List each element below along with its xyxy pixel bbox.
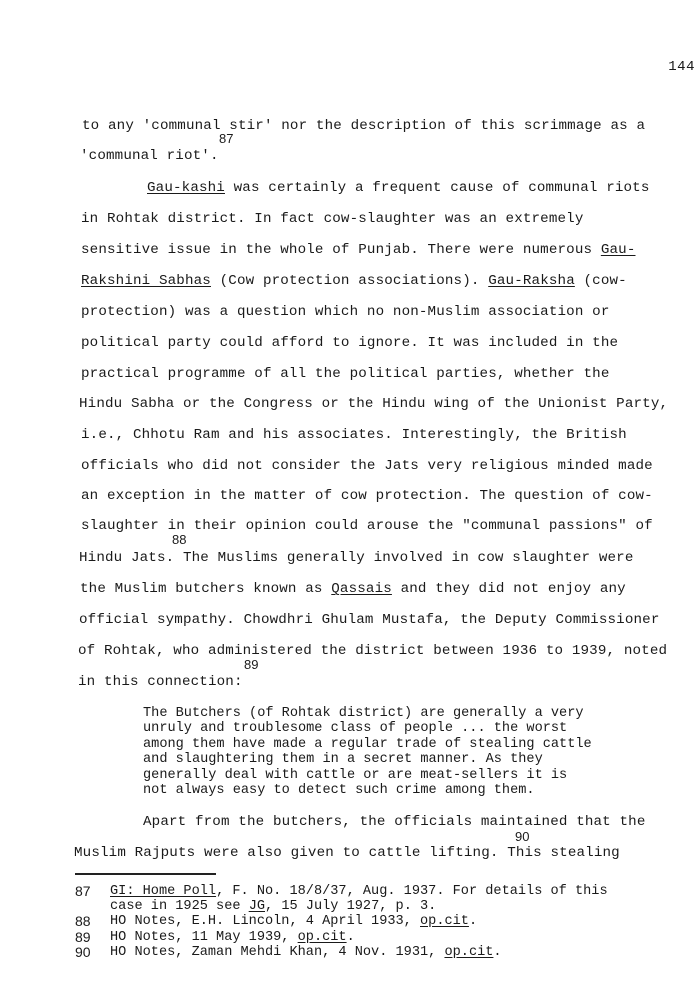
- footnote-87-cont: case in 1925 see JG, 15 July 1927, p. 3.: [110, 899, 437, 914]
- quote-line: The Butchers (of Rohtak district) are generally a very: [143, 706, 584, 721]
- italic-term-qassais: Qassais: [331, 581, 392, 597]
- body-line: Gau-kashi was certainly a frequent cause of communal riots: [147, 180, 650, 196]
- body-line: practical programme of all the political parties, whether the: [81, 366, 610, 382]
- body-line: of Rohtak, who administered the district between 1936 to 1939, noted: [78, 643, 668, 659]
- body-line: political party could afford to ignore. It was included in the: [81, 335, 619, 351]
- footnote-number: 90: [75, 944, 91, 960]
- footnote-90: HO Notes, Zaman Mehdi Khan, 4 Nov. 1931, op.cit.: [110, 945, 502, 960]
- footnote-separator: [75, 873, 216, 875]
- footnote-ref-89[interactable]: 89: [244, 657, 259, 672]
- source-title: JG: [248, 899, 266, 914]
- body-line: slaughter in their opinion could arouse the "communal passions" of: [81, 518, 653, 534]
- footnote-number: 89: [75, 929, 91, 945]
- body-line: Apart from the butchers, the officials maintained that the: [143, 814, 646, 830]
- body-line: officials who did not consider the Jats very religious minded made: [81, 458, 653, 474]
- footnote-89: HO Notes, 11 May 1939, op.cit.: [110, 930, 355, 945]
- body-line: Hindu Sabha or the Congress or the Hindu wing of the Unionist Party,: [79, 396, 669, 412]
- body-line: Hindu Jats. The Muslims generally involved in cow slaughter were: [79, 550, 634, 566]
- italic-term-rakshini-sabhas: Rakshini Sabhas: [81, 273, 211, 289]
- body-line: protection) was a question which no non-Muslim association or: [81, 304, 610, 320]
- footnote-ref-87[interactable]: 87: [219, 131, 234, 146]
- op-cit: op.cit: [420, 914, 469, 929]
- body-line: the Muslim butchers known as Qassais and they did not enjoy any: [80, 581, 626, 597]
- footnote-88: HO Notes, E.H. Lincoln, 4 April 1933, op.cit.: [110, 914, 478, 929]
- body-line: in Rohtak district. In fact cow-slaughter was an extremely: [81, 211, 584, 227]
- op-cit: op.cit: [297, 930, 347, 945]
- body-line: in this connection:: [78, 674, 243, 690]
- body-line: official sympathy. Chowdhri Ghulam Mustafa, the Deputy Commissioner: [79, 612, 660, 628]
- footnote-ref-90[interactable]: 90: [515, 829, 530, 844]
- quote-line: generally deal with cattle or are meat-sellers it is: [143, 768, 568, 783]
- body-line: 'communal riot'.: [80, 148, 219, 164]
- italic-term-gau-kashi: Gau-kashi: [147, 180, 225, 196]
- body-line: sensitive issue in the whole of Punjab. There were numerous Gau-: [81, 242, 636, 258]
- footnote-number: 87: [75, 883, 91, 899]
- italic-term-gau: Gau-: [600, 242, 636, 258]
- body-line: i.e., Chhotu Ram and his associates. Interestingly, the British: [81, 427, 627, 443]
- footnote-ref-88[interactable]: 88: [172, 532, 187, 547]
- op-cit: op.cit: [444, 945, 494, 960]
- body-line: Muslim Rajputs were also given to cattle lifting. This stealing: [74, 845, 620, 861]
- page-number: 144: [668, 59, 695, 75]
- source-title: GI: Home Poll: [110, 884, 217, 899]
- quote-line: and slaughtering them in a secret manner. As they: [143, 752, 543, 767]
- footnote-number: 88: [75, 913, 91, 929]
- body-line: an exception in the matter of cow protection. The question of cow-: [81, 488, 653, 504]
- body-line: to any 'communal stir' nor the description of this scrimmage as a: [82, 118, 646, 134]
- quote-line: unruly and troublesome class of people ... the worst: [143, 721, 568, 736]
- italic-term-gau-raksha: Gau-Raksha: [488, 273, 575, 289]
- quote-line: among them have made a regular trade of stealing cattle: [143, 737, 592, 752]
- body-line: Rakshini Sabhas (Cow protection associations). Gau-Raksha (cow-: [81, 273, 627, 289]
- footnote-87: GI: Home Poll, F. No. 18/8/37, Aug. 1937. For details of this: [110, 884, 608, 899]
- quote-line: not always easy to detect such crime among them.: [143, 783, 535, 798]
